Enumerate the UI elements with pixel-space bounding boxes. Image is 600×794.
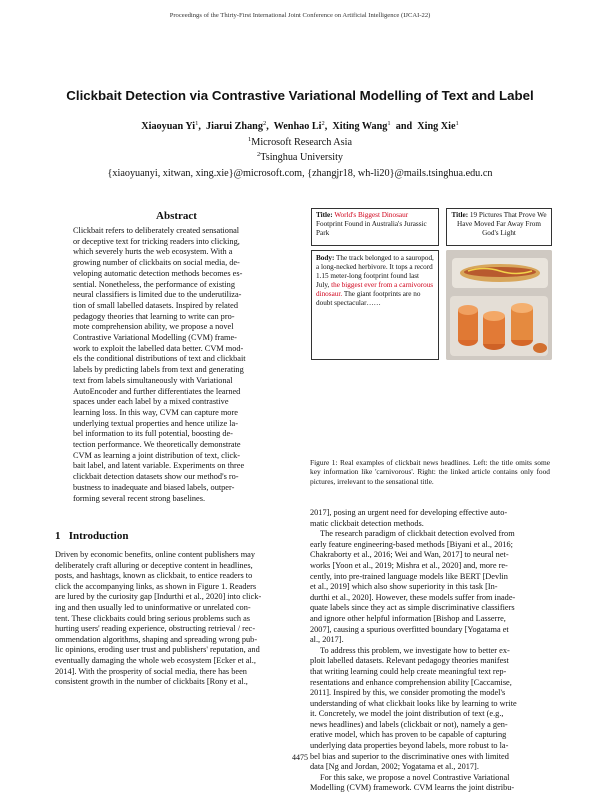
title-text: 19 Pictures That Prove We Have Moved Far Away From God's Light bbox=[457, 211, 547, 237]
text-line: 2017], posing an urgent need for developing effective auto- bbox=[310, 508, 508, 517]
abstract-heading: Abstract bbox=[156, 210, 197, 222]
text-line: underlying data properties beyond labels, more robust to la- bbox=[310, 741, 509, 751]
text-line: ommendation algorithms, shaping and spreading wrong pub- bbox=[55, 634, 258, 644]
text-line: Chakraborty et al., 2016; Wei and Wan, 2017] to neural net- bbox=[310, 550, 509, 560]
affiliation bbox=[0, 137, 600, 148]
text-line: data [Ng and Jordan, 2002; Yogatama et al., 2017]. bbox=[310, 762, 479, 772]
text-line: understanding of what clickbait looks like by learning to write bbox=[310, 698, 517, 708]
text-line: The research paradigm of clickbait detection evolved from bbox=[320, 529, 515, 539]
text-line: bel information to its full potential, boosting de- bbox=[73, 429, 233, 439]
text-line: hurting users' reading experience, obstructing retrieval / rec- bbox=[55, 624, 256, 634]
text-line: underlying textual properties and hence utilize la- bbox=[73, 418, 238, 428]
author-name: Xiting Wang bbox=[332, 121, 388, 132]
text-line: 2014]. With the prosperity of social media, there has been bbox=[55, 666, 247, 676]
author-name: Xiaoyuan Yi bbox=[141, 121, 196, 132]
text-line: 2007], causing a spurious overfitted boundary [Yogatama et bbox=[310, 624, 509, 634]
text-line: click the accompanying links, as shown in Figure 1. Readers bbox=[55, 581, 257, 591]
section-number: 1 bbox=[55, 530, 61, 542]
text-line: veloping automatic detection methods becomes es- bbox=[73, 268, 243, 278]
title-highlight: World's Biggest Dinosaur bbox=[334, 211, 409, 219]
author-list: Xiaoyuan Yi$^1$, Jiarui Zhang$^2$, Wenhao Li$^2$, Xiting Wang$^1$ and Xing Xie$^1$ bbox=[141, 120, 459, 132]
text-line: quate labels since they act as simple discriminative classifiers bbox=[310, 603, 515, 613]
text-line: forming several recent strong baselines. bbox=[73, 493, 206, 503]
title-rest: Footprint Found in Australia's Jurassic Park bbox=[316, 220, 427, 237]
text-line: Contrastive Variational Modelling (CVM) frame- bbox=[73, 333, 237, 343]
title-label: Title: bbox=[316, 211, 333, 219]
author-affil-mark: 1 bbox=[455, 120, 459, 127]
text-line: posts, and hashtags, known as clickbait, to entice readers to bbox=[55, 571, 253, 581]
affil-text: Microsoft Research Asia bbox=[251, 137, 352, 148]
text-line: which severely hurts the web ecosystem. With a bbox=[73, 247, 233, 257]
text-line: mote comprehension ability, we propose a novel bbox=[73, 322, 234, 332]
body-text: The giant footprints are no doubt spectacular…… bbox=[316, 290, 421, 307]
text-line: text from labels simultaneously with Variational bbox=[73, 375, 233, 385]
text-line: it. Concretely, we model the joint distribution of text (e.g., bbox=[310, 709, 504, 719]
text-line: consistent growth in the number of clickbaits [Rony et al., bbox=[55, 677, 248, 687]
author-name: Xing Xie bbox=[417, 121, 456, 132]
text-line: al., 2017]. bbox=[310, 635, 344, 645]
text-line: neural classifiers is limited due to the underutiliza- bbox=[73, 290, 242, 300]
body-label: Body: bbox=[316, 254, 335, 262]
text-line: and ignore other helpful information [Bishop and Lasserre, bbox=[310, 613, 506, 623]
food-photo-image bbox=[446, 250, 552, 360]
abstract-body bbox=[73, 226, 281, 504]
text-line: work to exploit the labelled data better. CVM mod- bbox=[73, 343, 244, 353]
text-line: news headlines) and labels (clickbait or not), namely a gen- bbox=[310, 719, 508, 729]
text-line: ploit labelled datasets. Relevant pedagogy theories manifest bbox=[310, 656, 509, 666]
text-line: resentations and enhance comprehension ability [Caccamise, bbox=[310, 677, 512, 687]
text-line: eventually damaging the whole web ecosystem [Ecker et al., bbox=[55, 655, 256, 665]
text-line: els the conditional distributions of text and clickbait bbox=[73, 354, 246, 364]
text-line: et al., 2019] which also show superiority in this task [In- bbox=[310, 582, 498, 592]
author-emails: {xiaoyuanyi, xitwan, xing.xie}@microsoft.com, {zhangjr18, wh-li20}@mails.tsinghua.edu.cn bbox=[107, 168, 493, 179]
text-line: durthi et al., 2020]. However, these models suffer from inade- bbox=[310, 592, 516, 602]
text-line: erative model, which has proven to be capable of capturing bbox=[310, 730, 507, 740]
figure-1 bbox=[311, 208, 553, 448]
text-line: deliberately craft alluring or deceptive content in headlines, bbox=[55, 560, 253, 570]
author-name: Jiarui Zhang bbox=[206, 121, 263, 132]
text-line: Driven by economic benefits, online content publishers may bbox=[55, 550, 255, 559]
paper-title: Clickbait Detection via Contrastive Variational Modelling of Text and Label bbox=[66, 88, 534, 103]
text-line: lic opinions, eroding user trust and publishers' reputation, and bbox=[55, 645, 260, 655]
author-affil-mark: 2 bbox=[262, 120, 267, 127]
affil-text: Tsinghua University bbox=[260, 152, 343, 163]
text-line: clickbait detection datasets show our method's ro- bbox=[73, 472, 239, 482]
affil-mark: 2 bbox=[256, 151, 261, 158]
author-affil-mark: 1 bbox=[387, 120, 391, 127]
figure-body-box bbox=[311, 250, 439, 360]
text-line: or deceptive text for tricking readers into clicking, bbox=[73, 236, 240, 246]
text-line: 2011]. Inspired by this, we consider promoting the model's bbox=[310, 688, 506, 698]
page-number: 4475 bbox=[292, 753, 308, 762]
text-line: spaces under each label by a mixed contrastive bbox=[73, 397, 229, 407]
title-label: Title: bbox=[451, 211, 469, 219]
author-name: Wenhao Li bbox=[273, 121, 322, 132]
figure-left-title-box bbox=[311, 208, 439, 246]
text-line: CVM as learning a joint distribution of text, click- bbox=[73, 450, 241, 460]
text-line: sential. Nonetheless, the performance of existing bbox=[73, 279, 235, 289]
text-line: early feature engineering-based methods [Biyani et al., 2016; bbox=[310, 539, 513, 549]
intro-heading bbox=[55, 530, 128, 542]
figure-caption: Figure 1: Real examples of clickbait news headlines. Left: the title omits some key information like 'carnivorous'. Right: the linked article contains only food pictures, irrelevant to the sensational title. bbox=[310, 458, 550, 486]
author-affil-mark: 1 bbox=[195, 120, 199, 127]
text-line: bustness to inadequate and biased labels, outper- bbox=[73, 482, 235, 492]
text-line: pedagogy theories that learning to write can pro- bbox=[73, 311, 235, 321]
text-line: that writing learning could help create meaningful text rep- bbox=[310, 666, 507, 676]
intro-body bbox=[55, 550, 298, 688]
text-line: bait label, and latent variable. Experiments on three bbox=[73, 461, 245, 471]
section-title: Introduction bbox=[68, 530, 129, 542]
text-line: Clickbait refers to deliberately created sensational bbox=[73, 226, 240, 235]
author-affil-mark: 2 bbox=[321, 120, 325, 127]
figure-right-title-box bbox=[446, 208, 552, 246]
text-line: matic clickbait detection methods. bbox=[310, 518, 424, 528]
text-line: ing and then usually led to uninformative or unrelated con- bbox=[55, 602, 251, 612]
text-line: For this sake, we propose a novel Contrastive Variational bbox=[320, 772, 510, 782]
text-line: tent. These clickbaits could bring serious problems such as bbox=[55, 613, 251, 623]
body-text: The track belonged to a sauropod, a long-necked herbivore. It tops a record 1.15 meter-long footprint found last July, bbox=[316, 254, 434, 289]
body-highlight: carnivorous dinosaur. bbox=[316, 281, 434, 298]
text-line: tection performance. We theoretically demonstrate bbox=[73, 440, 241, 450]
affiliation bbox=[0, 152, 600, 163]
text-line: growing number of clickbaits on social media, de- bbox=[73, 258, 240, 268]
text-line: To address this problem, we investigate how to better ex- bbox=[320, 645, 510, 655]
food-photo-icon bbox=[446, 250, 552, 360]
text-line: bel bias and superior to the discriminative ones with limited bbox=[310, 751, 509, 761]
text-line: learning loss. In this way, CVM can capture more bbox=[73, 407, 238, 417]
text-line: are lured by the curiosity gap [Indurthi et al., 2020] into click- bbox=[55, 592, 262, 602]
right-column-body bbox=[310, 508, 550, 794]
text-line: tion of small labelled datasets. Inspired by related bbox=[73, 300, 238, 310]
text-line: AutoEncoder and further differentiates the learned bbox=[73, 386, 241, 396]
text-line: cently, into pre-trained language models like BERT [Devlin bbox=[310, 571, 508, 581]
text-line: Modelling (CVM) framework. CVM learns the joint distribu- bbox=[310, 783, 515, 793]
running-head: Proceedings of the Thirty-First International Joint Conference on Artificial Intelligence (IJCAI-22) bbox=[169, 12, 431, 19]
text-line: works [Yoon et al., 2019; Mishra et al., 2020] and, more re- bbox=[310, 560, 508, 570]
body-highlight: the biggest ever from a bbox=[331, 281, 398, 289]
text-line: labels by predicting labels from text and generating bbox=[73, 365, 244, 375]
affil-mark: 1 bbox=[248, 136, 252, 143]
